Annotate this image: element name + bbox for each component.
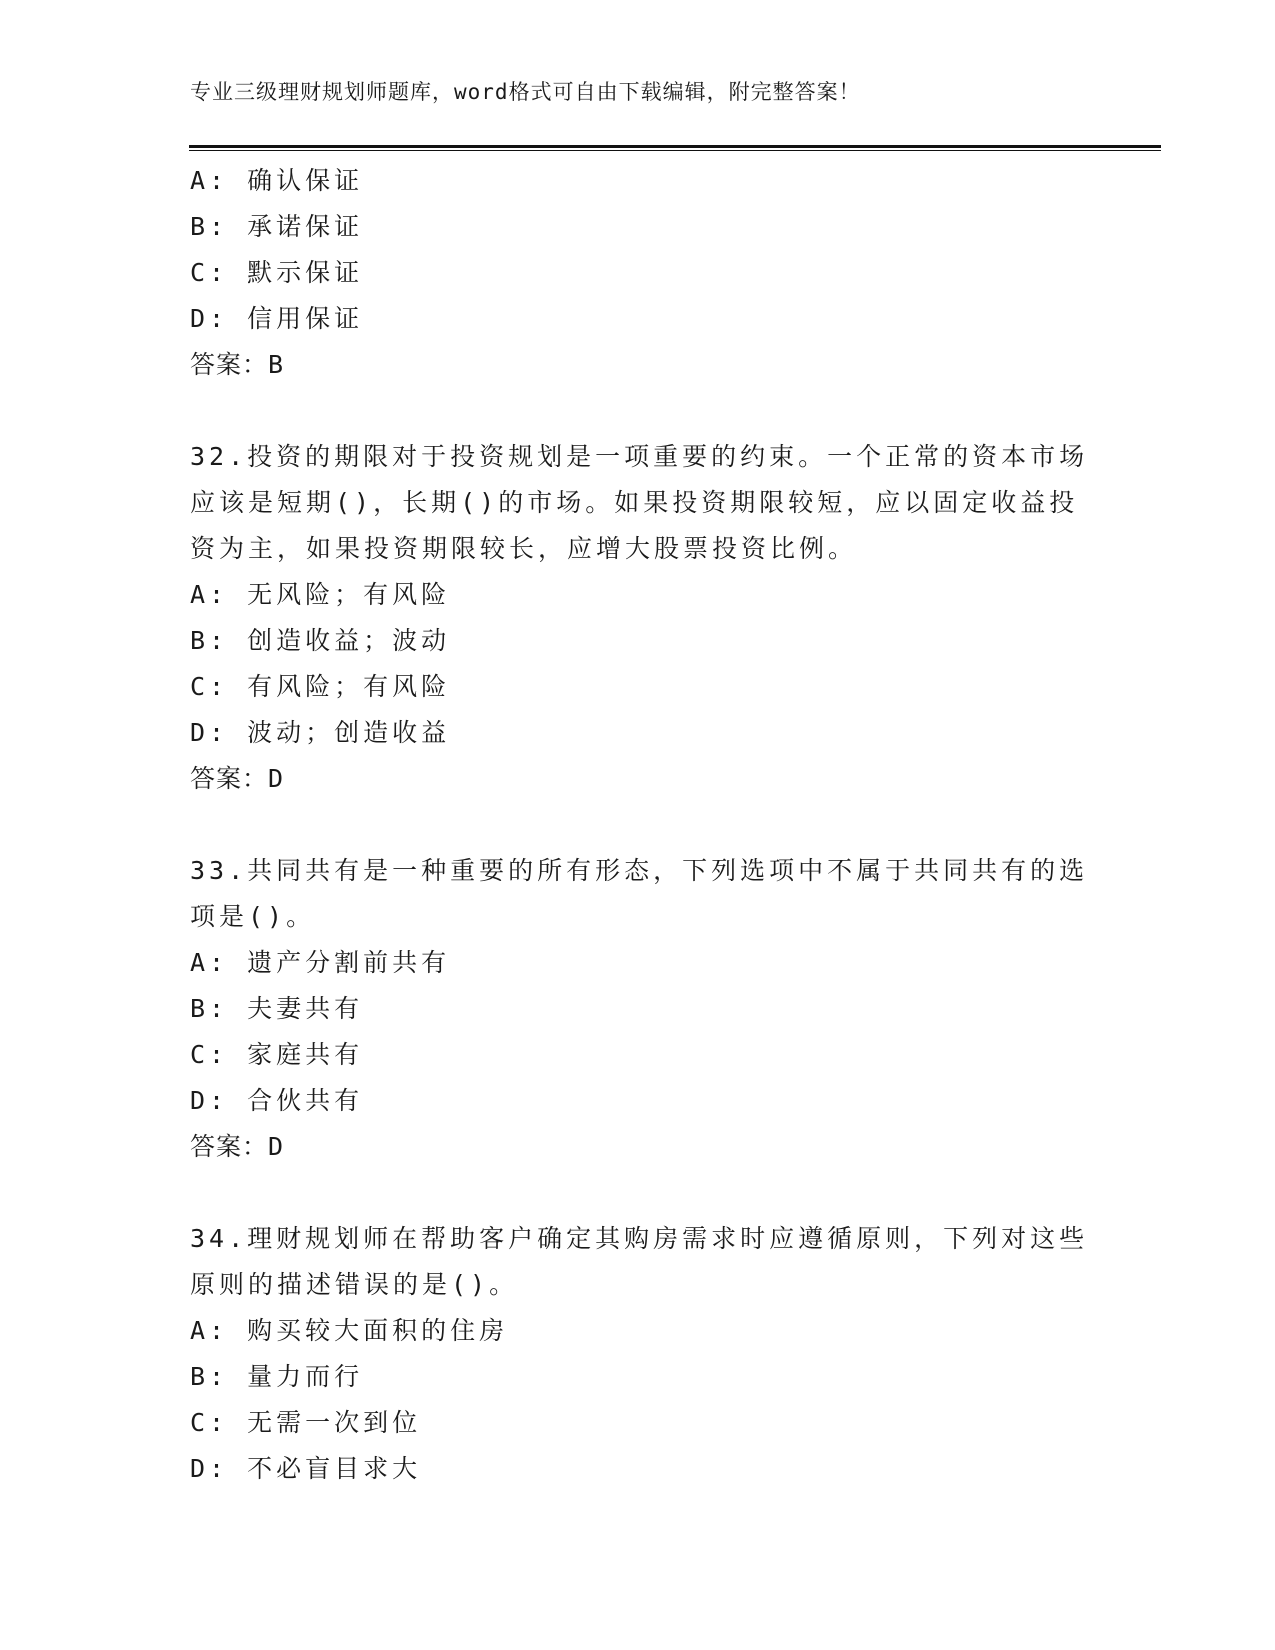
option-c: C: 有风险；有风险 bbox=[190, 672, 451, 701]
header-rule-thick bbox=[189, 145, 1161, 148]
option-d: D: 波动；创造收益 bbox=[190, 718, 451, 747]
option-c: C: 默示保证 bbox=[190, 258, 364, 287]
option-d: D: 不必盲目求大 bbox=[190, 1454, 422, 1483]
option-b: B: 承诺保证 bbox=[190, 212, 364, 241]
spacer bbox=[190, 388, 1090, 434]
answer-line: 答案：D bbox=[190, 1132, 285, 1161]
question-stem-line: 资为主，如果投资期限较长，应增大股票投资比例。 bbox=[190, 534, 858, 563]
header-rule-thin bbox=[189, 150, 1161, 151]
question-33-block bbox=[190, 848, 1090, 1170]
question-stem-line: 34.理财规划师在帮助客户确定其购房需求时应遵循原则，下列对这些 bbox=[190, 1224, 1089, 1253]
page-header: 专业三级理财规划师题库，word格式可自由下载编辑，附完整答案！ bbox=[190, 80, 861, 104]
option-a: A: 无风险；有风险 bbox=[190, 580, 451, 609]
question-content bbox=[190, 158, 1090, 1492]
option-c: C: 无需一次到位 bbox=[190, 1408, 422, 1437]
option-a: A: 遗产分割前共有 bbox=[190, 948, 451, 977]
option-a: A: 确认保证 bbox=[190, 166, 364, 195]
question-32-block bbox=[190, 434, 1090, 802]
question-34-block bbox=[190, 1216, 1090, 1492]
option-d: D: 合伙共有 bbox=[190, 1086, 364, 1115]
question-stem-line: 项是()。 bbox=[190, 902, 316, 931]
option-b: B: 创造收益；波动 bbox=[190, 626, 451, 655]
option-d: D: 信用保证 bbox=[190, 304, 364, 333]
question-stem-line: 32.投资的期限对于投资规划是一项重要的约束。一个正常的资本市场 bbox=[190, 442, 1089, 471]
spacer bbox=[190, 802, 1090, 848]
answer-line: 答案：D bbox=[190, 764, 285, 793]
question-31-block bbox=[190, 158, 1090, 388]
option-c: C: 家庭共有 bbox=[190, 1040, 364, 1069]
option-b: B: 夫妻共有 bbox=[190, 994, 364, 1023]
option-b: B: 量力而行 bbox=[190, 1362, 364, 1391]
question-stem-line: 原则的描述错误的是()。 bbox=[190, 1270, 519, 1299]
question-stem-line: 应该是短期()，长期()的市场。如果投资期限较短，应以固定收益投 bbox=[190, 488, 1079, 517]
question-stem-line: 33.共同共有是一种重要的所有形态，下列选项中不属于共同共有的选 bbox=[190, 856, 1089, 885]
spacer bbox=[190, 1170, 1090, 1216]
option-a: A: 购买较大面积的住房 bbox=[190, 1316, 509, 1345]
answer-line: 答案：B bbox=[190, 350, 285, 379]
